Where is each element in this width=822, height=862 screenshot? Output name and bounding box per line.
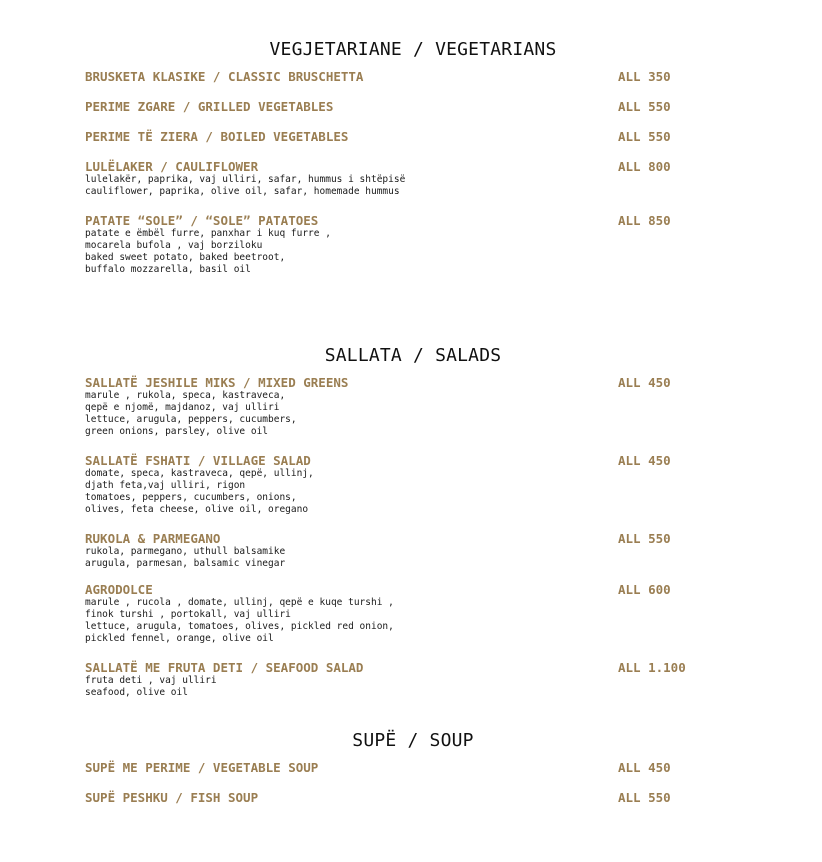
description-line: tomatoes, peppers, cucumbers, onions, [85,492,297,503]
description-line: buffalo mozzarella, basil oil [85,264,251,275]
description-line: baked sweet potato, baked beetroot, [85,252,286,263]
menu-item [85,130,725,144]
item-price: ALL 1.100 [618,660,686,675]
item-price: ALL 550 [618,99,671,114]
menu-item [85,791,725,805]
menu-item [85,454,725,516]
description-line: fruta deti , vaj ulliri [85,675,217,686]
menu-item [85,214,725,276]
description-line: olives, feta cheese, olive oil, oregano [85,504,309,515]
section-title-soup: SUPË / SOUP [352,730,474,751]
item-name: AGRODOLCE [85,582,153,597]
menu-item [85,376,725,438]
menu-item [85,761,725,775]
item-price: ALL 550 [618,531,671,546]
menu-item [85,70,725,84]
item-name: LULËLAKER / CAULIFLOWER [85,159,259,174]
menu-item [85,532,725,570]
menu-item [85,100,725,114]
item-price: ALL 450 [618,453,671,468]
section-title-salads: SALLATA / SALADS [324,345,502,366]
item-name: PATATE “SOLE” / “SOLE” PATATOES [85,213,319,228]
item-name: PERIME TË ZIERA / BOILED VEGETABLES [85,129,349,144]
description-line: domate, speca, kastraveca, qepë, ullinj, [85,468,314,479]
item-name: SUPË PESHKU / FISH SOUP [85,790,259,805]
description-line: green onions, parsley, olive oil [85,426,269,437]
item-description [85,468,725,516]
description-line: cauliflower, paprika, olive oil, safar, homemade hummus [85,186,400,197]
item-name: SUPË ME PERIME / VEGETABLE SOUP [85,760,319,775]
item-name: SALLATË FSHATI / VILLAGE SALAD [85,453,311,468]
description-line: pickled fennel, orange, olive oil [85,633,274,644]
item-price: ALL 800 [618,159,671,174]
description-line: patate e ëmbël furre, panxhar i kuq furre , [85,228,331,239]
description-line: lettuce, arugula, tomatoes, olives, pickled red onion, [85,621,394,632]
item-name: PERIME ZGARE / GRILLED VEGETABLES [85,99,334,114]
description-line: qepë e njomë, majdanoz, vaj ulliri [85,402,280,413]
description-line: arugula, parmesan, balsamic vinegar [85,558,286,569]
menu-item [85,583,725,645]
item-description [85,597,725,645]
item-name: SALLATË JESHILE MIKS / MIXED GREENS [85,375,349,390]
description-line: marule , rucola , domate, ullinj, qepë e kuqe turshi , [85,597,394,608]
description-line: finok turshi , portokall, vaj ulliri [85,609,291,620]
item-description [85,546,725,570]
description-line: lulelakër, paprika, vaj ulliri, safar, hummus i shtëpisë [85,174,406,185]
item-price: ALL 550 [618,790,671,805]
item-name: RUKOLA & PARMEGANO [85,531,221,546]
item-price: ALL 550 [618,129,671,144]
item-name: SALLATË ME FRUTA DETI / SEAFOOD SALAD [85,660,364,675]
item-description [85,390,725,438]
item-price: ALL 450 [618,375,671,390]
item-description [85,174,725,198]
description-line: djath feta,vaj ulliri, rigon [85,480,246,491]
description-line: lettuce, arugula, peppers, cucumbers, [85,414,297,425]
description-line: seafood, olive oil [85,687,188,698]
item-description [85,675,725,699]
item-price: ALL 600 [618,582,671,597]
item-price: ALL 850 [618,213,671,228]
description-line: mocarela bufola , vaj borziloku [85,240,263,251]
description-line: marule , rukola, speca, kastraveca, [85,390,286,401]
item-price: ALL 350 [618,69,671,84]
section-title-vegetarians: VEGJETARIANE / VEGETARIANS [269,39,557,60]
item-price: ALL 450 [618,760,671,775]
menu-item [85,661,725,699]
menu-item [85,160,725,198]
item-description [85,228,725,276]
item-name: BRUSKETA KLASIKE / CLASSIC BRUSCHETTA [85,69,364,84]
description-line: rukola, parmegano, uthull balsamike [85,546,286,557]
